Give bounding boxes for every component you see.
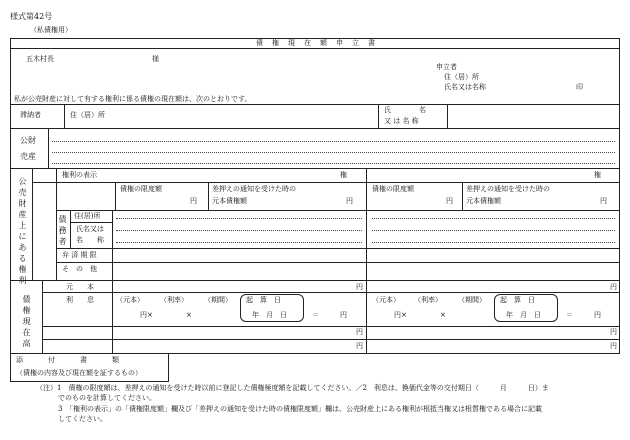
delinquent-name-label-2: 又 は 名 称 [384, 117, 419, 125]
interest-yen-right: 円 [594, 311, 601, 319]
seizure-label-2-left: 元本債権額 [212, 197, 247, 205]
note-line-4: してください。 [58, 415, 107, 423]
principal-yen-right: 円 [610, 283, 617, 291]
ymd-label-left: 年 月 日 [252, 311, 287, 319]
period-paren-right: （期間） [458, 296, 486, 304]
total-yen-left-1: 円 [356, 328, 363, 336]
property-label-top: 公財 [20, 136, 36, 145]
limit-label-right: 債権の限度額 [372, 185, 414, 193]
document-title: 債権現在額申立書 [256, 39, 384, 47]
seal-mark: 印 [576, 83, 583, 91]
addressee: 五木村長 [26, 55, 54, 63]
limit-yen-left: 円 [190, 197, 197, 205]
equals-left: ＝ [312, 311, 319, 319]
debtor-name-label-2: 名 称 [76, 236, 104, 244]
period-paren-left: （期間） [204, 296, 232, 304]
right-suffix-left: 権 [340, 171, 347, 179]
rate-paren-left: （利率） [160, 296, 188, 304]
principal-label: 元 本 [66, 283, 94, 291]
limit-label-left: 債権の限度額 [120, 185, 162, 193]
attachments-label: 添 付 書 類 [16, 356, 120, 364]
interest-label: 利 息 [66, 296, 94, 304]
times-right: × [440, 311, 446, 319]
seizure-yen-right: 円 [600, 197, 607, 205]
due-date-label: 弁 済 期 限 [62, 251, 97, 259]
right-suffix-right: 権 [594, 171, 601, 179]
note-line-3: 3 「権利の表示」の「債権限度額」欄及び「差押えの通知を受けた時の債権限度額」欄は、公売財産上にある権利が根抵当権又は根質権である場合に記載 [58, 405, 542, 413]
attachments-note: （債権の内容及び現在額を証するもの） [16, 369, 142, 377]
applicant-address-label: 住（居）所 [444, 73, 479, 81]
property-label-bottom: 売産 [20, 152, 36, 161]
other-label: そ の 他 [62, 265, 97, 273]
form-subtitle: （私債権用） [30, 26, 72, 34]
seizure-label-1-right: 差押えの通知を受けた時の [466, 185, 550, 193]
equals-right: ＝ [566, 311, 573, 319]
delinquent-label: 滞納者 [20, 111, 41, 119]
total-yen-right-2: 円 [610, 342, 617, 350]
principal-paren-left: （元本） [116, 296, 144, 304]
limit-yen-right: 円 [446, 197, 453, 205]
rights-section-label: 公売財産上にある権 [18, 177, 27, 274]
yen-times-left: 円× [140, 311, 153, 319]
delinquent-name-label-1: 氏 名 [384, 106, 426, 114]
seizure-label-2-right: 元本債権額 [466, 197, 501, 205]
delinquent-address-label: 住（居）所 [70, 111, 105, 119]
base-date-label-left: 起 算 日 [246, 296, 281, 304]
debtor-name-label-1: 氏名又は [76, 225, 104, 233]
base-date-label-right: 起 算 日 [500, 296, 535, 304]
seizure-label-1-left: 差押えの通知を受けた時の [212, 185, 296, 193]
applicant-name-label: 氏名又は名称 [444, 83, 486, 91]
debtor-address-label: 住(居)所 [74, 212, 101, 220]
form-number: 様式第42号 [10, 12, 53, 21]
addressee-suffix: 様 [152, 55, 159, 63]
intro-text: 私が公売財産に対して有する権利に係る債権の現在額は、次のとおりです。 [14, 95, 252, 103]
principal-paren-right: （元本） [372, 296, 400, 304]
times-left: × [186, 311, 192, 319]
rights-display-label: 権利の表示 [62, 171, 97, 179]
debtor-label: 債務者 [58, 215, 67, 246]
principal-yen-left: 円 [356, 283, 363, 291]
total-yen-left-2: 円 [356, 342, 363, 350]
seizure-yen-left: 円 [346, 197, 353, 205]
note-line-1: （注）1 債権の限度額は、差押えの通知を受けた時以前に登記した債権極度額を記載してください。／2 利息は、換価代金等の交付期日（ 月 日）ま [36, 384, 549, 392]
ymd-label-right: 年 月 日 [506, 311, 541, 319]
applicant-heading: 申立者 [436, 63, 457, 71]
note-line-2: でのものを計算してください。 [58, 394, 156, 402]
interest-yen-left: 円 [340, 311, 347, 319]
rate-paren-right: （利率） [414, 296, 442, 304]
total-yen-right-1: 円 [610, 328, 617, 336]
yen-times-right: 円× [394, 311, 407, 319]
claim-section-label: 債権現在高 [22, 295, 31, 348]
